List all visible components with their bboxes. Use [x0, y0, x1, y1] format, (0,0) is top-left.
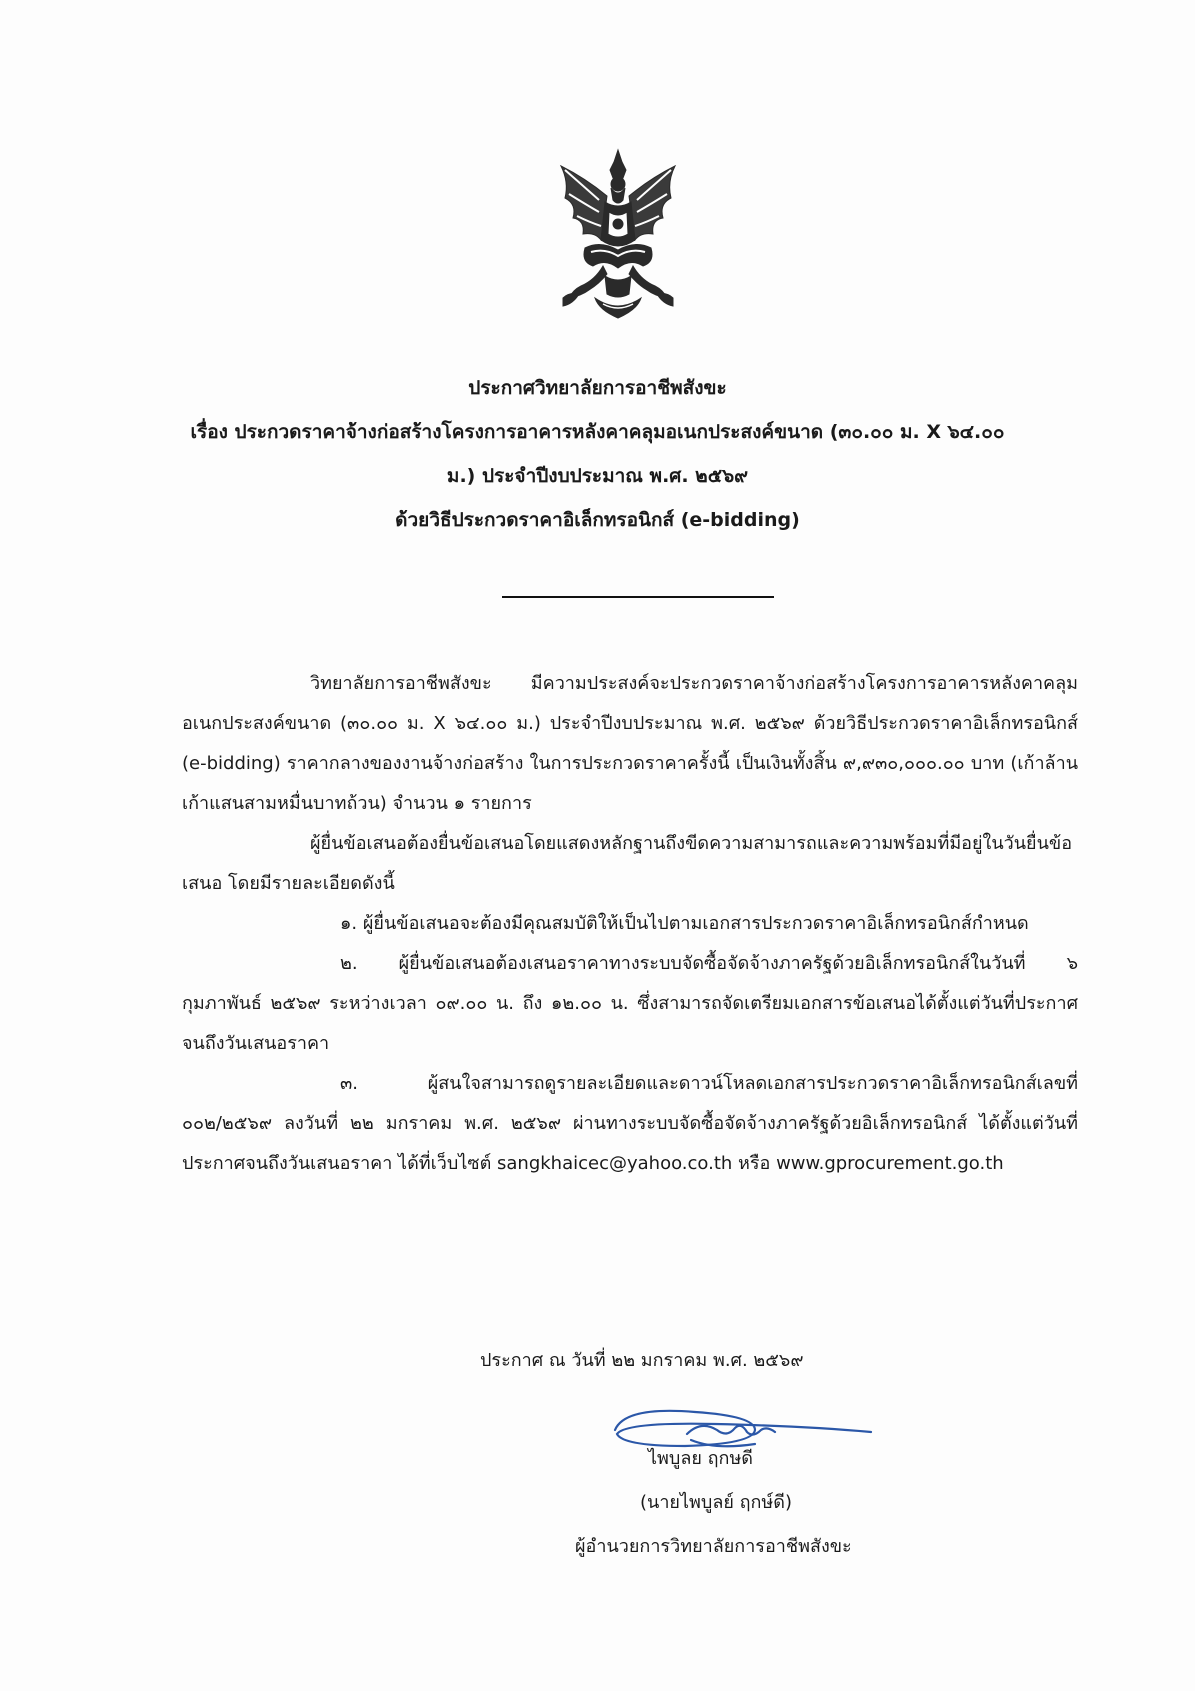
requirement-item-1: ๑. ผู้ยื่นข้อเสนอจะต้องมีคุณสมบัติให้เป็นไปตามเอกสารประกวดราคาอิเล็กทรอนิกส์กำหนด: [340, 913, 1029, 934]
header-divider: [502, 596, 774, 598]
announce-date: ประกาศ ณ วันที่ ๒๒ มกราคม พ.ศ. ๒๕๖๙: [480, 1350, 804, 1371]
subject-line: เรื่อง ประกวดราคาจ้างก่อสร้างโครงการอาคารหลังคาคลุมอเนกประสงค์ขนาด (๓๐.๐๐ ม. X ๖๔.๐๐: [190, 421, 1005, 443]
requirement-item-2: ๒. ผู้ยื่นข้อเสนอต้องเสนอราคาทางระบบจัดซื้อจัดจ้างภาครัฐด้วยอิเล็กทรอนิกส์ในวันที่ ๖ กุมภาพันธ์ ๒๕๖๙ ระหว่างเวลา ๐๙.๐๐ น. ถึง ๑๒.๐๐ น. ซึ่งสามารถจัดเตรียมเอกสารข้อเสนอได้ตั้งแต่วันที่ประกาศจนถึงวันเสนอราคา: [182, 953, 1078, 1054]
subject-line-continued: ม.) ประจำปีงบประมาณ พ.ศ. ๒๕๖๙: [446, 465, 749, 487]
signer-position: ผู้อำนวยการวิทยาลัยการอาชีพสังขะ: [575, 1536, 852, 1557]
issuer-title: ประกาศวิทยาลัยการอาชีพสังขะ: [468, 377, 727, 399]
requirements-paragraph: ผู้ยื่นข้อเสนอต้องยื่นข้อเสนอโดยแสดงหลักฐานถึงขีดความสามารถและความพร้อมที่มีอยู่ในวันยื่นข้อเสนอ โดยมีรายละเอียดดังนี้: [182, 833, 1073, 894]
announcement-header: [150, 366, 1045, 542]
announcement-body: [182, 664, 1078, 1184]
garuda-emblem-icon: [555, 148, 681, 320]
requirement-item-3: ๓. ผู้สนใจสามารถดูรายละเอียดและดาวน์โหลดเอกสารประกวดราคาอิเล็กทรอนิกส์เลขที่ ๐๐๒/๒๕๖๙ ลงวันที่ ๒๒ มกราคม พ.ศ. ๒๕๖๙ ผ่านทางระบบจัดซื้อจัดจ้างภาครัฐด้วยอิเล็กทรอนิกส์ ได้ตั้งแต่วันที่ประกาศจนถึงวันเสนอราคา ได้ที่เว็บไซต์ sangkhaicec@yahoo.co.th หรือ www.gprocurement.go.th: [182, 1073, 1078, 1174]
signer-full-name: (นายไพบูลย์ ฤกษ์ดี): [640, 1492, 792, 1513]
intro-paragraph: วิทยาลัยการอาชีพสังขะ มีความประสงค์จะประกวดราคาจ้างก่อสร้างโครงการอาคารหลังคาคลุมอเนกประสงค์ขนาด (๓๐.๐๐ ม. X ๖๔.๐๐ ม.) ประจำปีงบประมาณ พ.ศ. ๒๕๖๙ ด้วยวิธีประกวดราคาอิเล็กทรอนิกส์ (e-bidding) ราคากลางของงานจ้างก่อสร้าง ในการประกวดราคาครั้งนี้ เป็นเงินทั้งสิ้น ๙,๙๓๐,๐๐๐.๐๐ บาท (เก้าล้านเก้าแสนสามหมื่นบาทถ้วน) จำนวน ๑ รายการ: [182, 673, 1078, 814]
method-line: ด้วยวิธีประกวดราคาอิเล็กทรอนิกส์ (e-bidding): [395, 509, 800, 531]
signed-name: ไพบูลย ฤกษดี: [648, 1448, 753, 1469]
